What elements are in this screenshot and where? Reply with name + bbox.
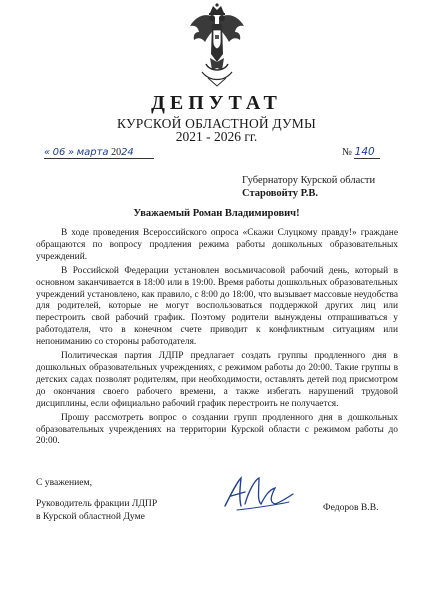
closing-organization: в Курской областной Думе	[36, 510, 145, 522]
letter-date	[44, 147, 134, 158]
number-underline	[354, 158, 380, 159]
date-month: марта	[76, 147, 109, 158]
number-sign: №	[342, 147, 353, 158]
letter-body	[36, 228, 398, 450]
addressee-position: Губернатору Курской области	[242, 175, 376, 186]
body-paragraph: В ходе проведения Всероссийского опроса «Скажи Слуцкому правду!» граждане обращаются по вопросу продления режима работы дошкольных образовательных учреждений.	[36, 228, 398, 262]
date-year-suffix: 24	[121, 147, 134, 158]
handwritten-signature	[219, 472, 297, 516]
body-paragraph: Прошу рассмотреть вопрос о создании групп продленного дня в дошкольных образовательных учреждениях на территории Курской области с режимом работы до 20:00.	[36, 412, 398, 447]
body-paragraph: В Российской Федерации установлен восьмичасовой рабочий день, который в основном заканчивается в 18:00 или в 19:00. Время работы дошкольных образовательных учреждений установлено, как правило, с 8:00 до 18:00, что вызывает массовые неудобства для родителей, которые не могут воспользоваться поддержкой других лиц или перестроить свой рабочий график. Поэтому родители вынуждены отпрашиваться у работодателя, что в конечном счете приводит к конфликтным ситуациям или непониманию со стороны работодателя.	[36, 265, 398, 348]
date-underline	[44, 158, 154, 159]
letter-number	[342, 146, 375, 158]
addressee-block	[242, 174, 375, 200]
number-value: 140	[354, 146, 375, 158]
salutation: Уважаемый Роман Владимирович!	[133, 208, 300, 219]
date-day: 06	[52, 147, 66, 158]
date-year-prefix: 20	[111, 147, 122, 158]
date-close-quote: »	[67, 147, 75, 158]
date-open-quote: «	[44, 147, 51, 158]
closing-position: Руководитель фракции ЛДПР	[36, 498, 158, 510]
letterhead-years: 2021 - 2026 гг.	[175, 129, 258, 144]
signer-name: Федоров В.В.	[323, 502, 379, 513]
letterhead-title: ДЕПУТАТ	[151, 92, 282, 114]
body-paragraph: Политическая партия ЛДПР предлагает создать группы продленного дня в дошкольных образовательных учреждениях, с режимом работы до 20:00. Такие группы в детских садах позволят родителям, при необходимости, оставлять детей под присмотром до окончания своего рабочего времени, а также избегать нарушений трудовой дисциплины, если официально рабочий график перестроить не получается.	[36, 351, 398, 409]
closing-greeting: С уважением,	[36, 477, 93, 488]
coat-of-arms-emblem	[186, 2, 248, 88]
addressee-name: Старовойту Р.В.	[242, 188, 318, 199]
closing-block	[36, 477, 157, 523]
letterhead-subtitle: КУРСКОЙ ОБЛАСТНОЙ ДУМЫ	[117, 116, 316, 131]
